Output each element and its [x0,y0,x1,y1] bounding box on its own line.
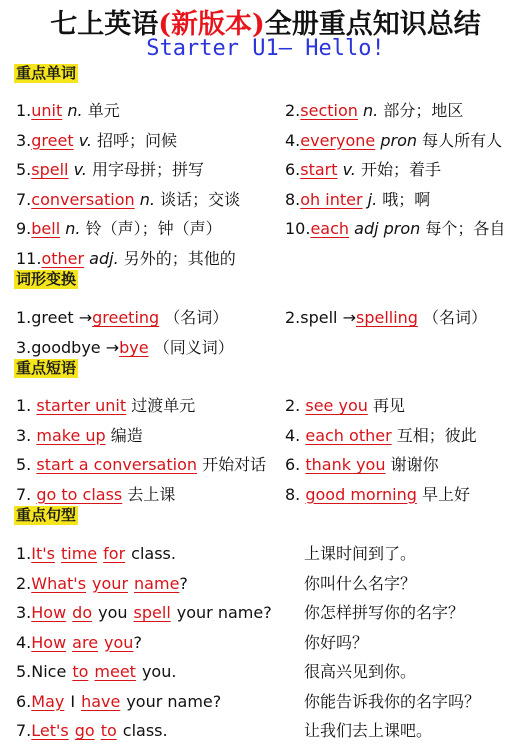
vocab-word: oh inter [300,189,363,209]
part-of-speech: n. [65,219,81,238]
phrase-text: thank you [305,455,386,474]
vocab-item [285,101,463,121]
sentence-word: you. [141,662,177,681]
vocab-item [16,160,204,180]
phrase-meaning: 互相；彼此 [396,425,477,445]
form-base: greet → [31,308,93,327]
phrase-text: make up [36,425,106,445]
item-number: 6. [285,455,301,474]
sentence-blank: What's [31,573,87,593]
sentence-blank: to [72,662,89,681]
form-note: （名词） [423,308,488,327]
vocab-meaning: 铃（声）；钟（声） [85,219,222,238]
item-number: 5. [16,160,32,179]
vocab-meaning: 每人所有人 [422,130,503,150]
sentence-blank: for [103,544,126,563]
sentence-translation [304,721,432,741]
section-sentences-heading: 重点句型 [16,506,77,524]
sentence-word: your name? [176,603,272,622]
part-of-speech: v. [73,160,87,179]
section-phrases-heading: 重点短语 [16,359,77,377]
translation-text: 你叫什么名字？ [304,573,417,593]
phrase-text: see you [305,396,368,415]
unit-subtitle: Starter U1— Hello! [146,36,385,61]
phrase-meaning: 去上课 [127,484,176,504]
vocab-meaning: 谈话；交谈 [160,189,241,209]
sentence-word: ? [179,573,188,593]
item-number: 5. [16,662,32,681]
phrase-item [285,396,405,416]
item-number: 8. [285,189,301,209]
vocab-meaning: 哦；啊 [382,189,431,209]
item-number: 7. [16,189,32,209]
item-number: 2. [285,101,301,120]
item-number: 6. [285,160,301,179]
form-base: goodbye → [31,338,120,357]
title-post: 全册重点知识总结 [264,9,481,40]
sentence-blank: name [134,573,180,593]
vocab-word: everyone [300,130,376,150]
vocab-word: spell [31,160,69,179]
item-number: 3. [16,338,32,357]
vocab-item [16,219,222,239]
section-forms-heading: 词形变换 [16,270,77,288]
item-number: 6. [16,691,32,711]
item-number: 1. [16,396,32,415]
form-answer: greeting [92,308,160,327]
sentence-item [16,633,142,653]
vocab-word: section [300,101,358,120]
item-number: 3. [16,603,32,622]
phrase-item [16,455,266,475]
item-number: 1. [16,544,32,563]
phrase-meaning: 再见 [372,396,405,415]
sentence-translation [304,633,368,653]
vocab-word: each [310,219,350,238]
translation-text: 很高兴见到你。 [304,662,417,681]
sentence-word: I [70,691,76,711]
item-number: 8. [285,484,301,504]
part-of-speech: v. [342,160,356,179]
vocab-item [285,160,441,180]
phrase-item [16,396,195,416]
sentence-blank: you [104,632,134,652]
vocab-word: start [300,160,338,179]
vocab-item [16,131,177,151]
phrase-text: good morning [305,484,417,504]
sentence-blank: May [31,691,65,711]
sentence-translation [304,662,416,682]
sentence-translation [304,603,464,623]
sentence-item [16,544,176,564]
phrase-meaning: 过渡单元 [131,396,196,415]
phrase-item [285,485,470,505]
phrase-text: start a conversation [36,455,198,474]
phrase-item [285,455,439,475]
sentence-blank: It's [31,544,55,563]
item-number: 2. [285,396,301,415]
item-number: 9. [16,219,32,238]
sentence-word: Nice [31,662,67,681]
item-number: 1. [16,101,32,120]
form-item [16,308,228,328]
sentence-blank: go [74,721,95,740]
part-of-speech: n. [67,101,83,120]
vocab-meaning: 开始；着手 [360,160,441,179]
vocab-item [16,101,120,121]
sentence-blank: Let's [31,721,69,740]
title-pre: 七上英语 [50,9,159,40]
vocab-word: other [41,248,85,268]
vocab-word: bell [31,219,61,238]
vocab-meaning: 用字母拼；拼写 [91,160,204,179]
item-number: 3. [16,130,32,150]
part-of-speech: v. [78,130,92,150]
sentence-item [16,662,176,682]
item-number: 7. [16,484,32,504]
form-note: （名词） [164,308,229,327]
sentence-item [16,721,168,741]
phrase-item [285,426,477,446]
item-number: 4. [285,425,301,445]
form-answer: bye [119,338,149,357]
form-item [16,338,234,358]
sentence-blank: do [72,603,93,622]
sentence-item [16,692,221,712]
form-note: （同义词） [153,338,234,357]
vocab-item [16,190,240,210]
sentence-blank: to [100,721,117,740]
vocab-meaning: 招呼；问候 [97,130,178,150]
item-number: 10. [285,219,311,238]
sentence-item [16,574,188,594]
vocab-meaning: 部分；地区 [383,101,464,120]
sentence-translation [304,574,416,594]
item-number: 11. [16,248,42,268]
part-of-speech: pron [380,130,418,150]
vocab-word: greet [31,130,74,150]
sentence-blank: spell [133,603,171,622]
translation-text: 你好吗？ [304,632,369,652]
sentence-word: class. [131,544,176,563]
sentence-blank: your [92,573,129,593]
phrase-text: starter unit [36,396,127,415]
vocab-meaning: 每个；各自 [425,219,506,238]
phrase-item [16,485,175,505]
vocab-word: conversation [31,189,135,209]
vocab-meaning: 另外的；其他的 [123,248,236,268]
vocab-item [285,131,502,151]
sentence-translation [304,544,416,564]
section-vocab-heading: 重点单词 [16,64,77,82]
phrase-text: each other [305,425,392,445]
phrase-text: go to class [36,484,123,504]
form-item [285,308,487,328]
item-number: 4. [16,632,32,652]
sentence-blank: are [72,632,99,652]
sentence-blank: meet [94,662,136,681]
item-number: 5. [16,455,32,474]
phrase-meaning: 谢谢你 [390,455,439,474]
phrase-meaning: 早上好 [421,484,470,504]
item-number: 1. [16,308,32,327]
translation-text: 上课时间到了。 [304,544,417,563]
sentence-item [16,603,272,623]
phrase-meaning: 编造 [110,425,143,445]
form-answer: spelling [355,308,418,327]
part-of-speech: adj. [89,248,119,268]
sentence-blank: How [31,632,67,652]
part-of-speech: adj pron [354,219,421,238]
translation-text: 你能告诉我你的名字吗？ [304,691,481,711]
form-base: spell → [300,308,356,327]
part-of-speech: n. [362,101,379,120]
title-highlight: (新版本) [158,9,265,40]
sentence-word: ? [133,632,142,652]
vocab-word: unit [31,101,63,120]
item-number: 3. [16,425,32,445]
sentence-word: you [98,603,128,622]
item-number: 2. [16,573,32,593]
item-number: 7. [16,721,32,740]
part-of-speech: j. [367,189,378,209]
sentence-blank: How [31,603,67,622]
vocab-meaning: 单元 [87,101,120,120]
vocab-item [16,249,236,269]
vocab-item [285,219,505,239]
vocab-item [285,190,430,210]
item-number: 4. [285,130,301,150]
sentence-blank: have [81,691,121,711]
translation-text: 你怎样拼写你的名字？ [304,603,465,622]
translation-text: 让我们去上课吧。 [304,721,433,740]
part-of-speech: n. [139,189,155,209]
phrase-item [16,426,143,446]
sentence-translation [304,692,480,712]
phrase-meaning: 开始对话 [202,455,267,474]
sentence-blank: time [61,544,98,563]
sentence-word: class. [122,721,168,740]
sentence-word: your name? [126,691,222,711]
item-number: 2. [285,308,301,327]
